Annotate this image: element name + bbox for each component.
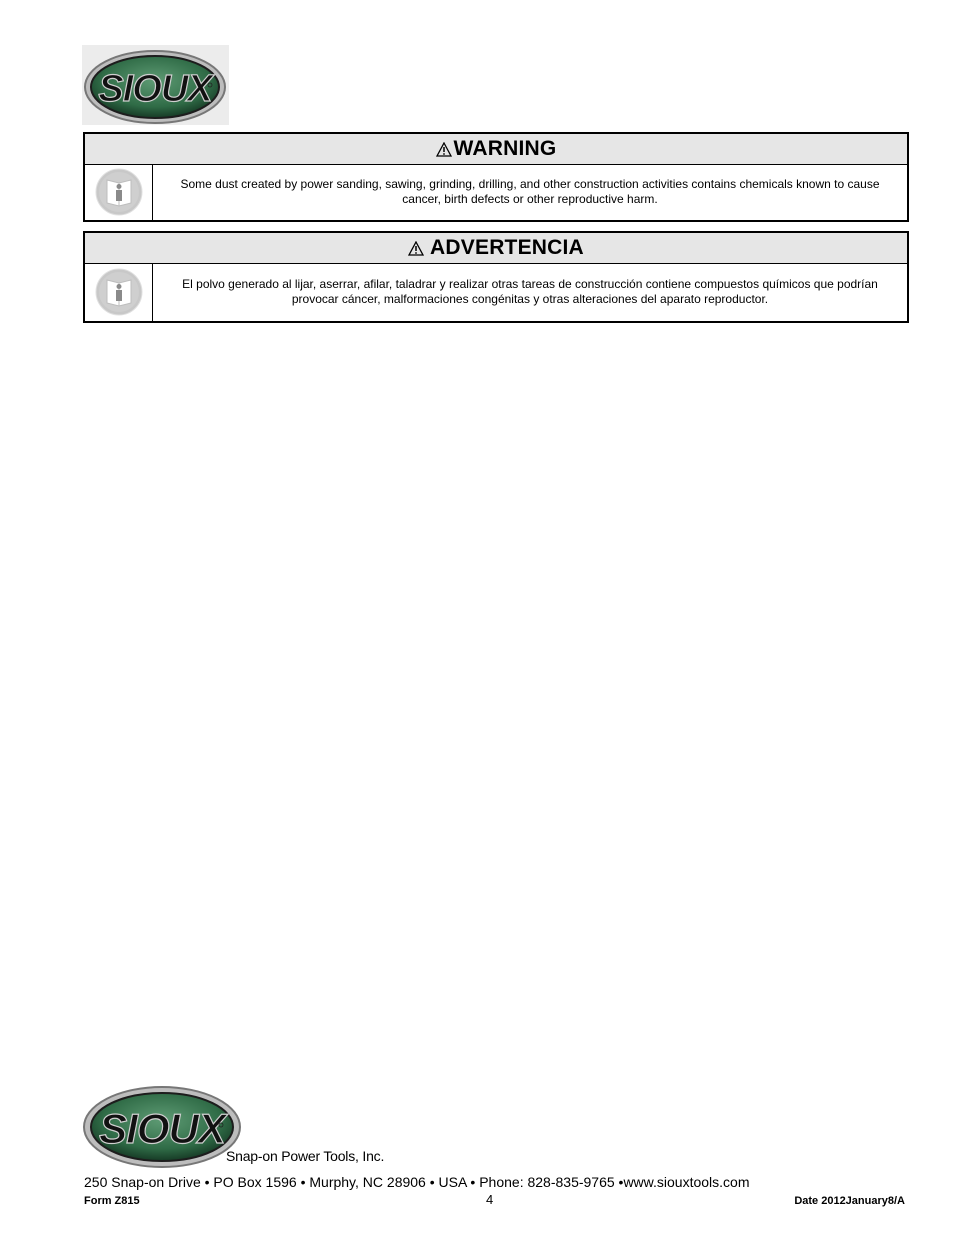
warning-text: Some dust created by power sanding, sawing, grinding, drilling, and other construction activities contains chemicals known to cause cancer, birth defects or other reproductive harm. (180, 177, 880, 207)
svg-text:SIOUX: SIOUX (99, 1105, 225, 1152)
warning-triangle-icon (408, 241, 424, 256)
advertencia-header (85, 233, 907, 264)
sioux-footer-logo (82, 1085, 242, 1169)
warning-header (85, 134, 907, 165)
company-address: 250 Snap-on Drive • PO Box 1596 • Murphy, NC 28906 • USA • Phone: 828-835-9765 •www.siouxtools.com (84, 1174, 750, 1190)
read-manual-icon (95, 168, 143, 216)
read-manual-icon (95, 268, 143, 316)
company-name: Snap-on Power Tools, Inc. (226, 1148, 385, 1164)
svg-text:SIOUX: SIOUX (98, 68, 212, 110)
advertencia-title: ADVERTENCIA (430, 236, 584, 259)
sioux-logo (82, 45, 229, 125)
advertencia-box (83, 231, 909, 323)
advertencia-text: El polvo generado al lijar, aserrar, afilar, taladrar y realizar otras tareas de construcción contiene compuestos químicos que podrían provocar cáncer, malformaciones congénitas y otras alteraciones del aparato reproductor. (182, 277, 878, 307)
page-number: 4 (486, 1192, 494, 1207)
form-number: Form Z815 (84, 1195, 140, 1207)
warning-triangle-icon (436, 142, 452, 157)
warning-title: WARNING (453, 137, 557, 160)
revision-date: Date 2012January8/A (794, 1195, 905, 1207)
warning-box (83, 132, 909, 222)
